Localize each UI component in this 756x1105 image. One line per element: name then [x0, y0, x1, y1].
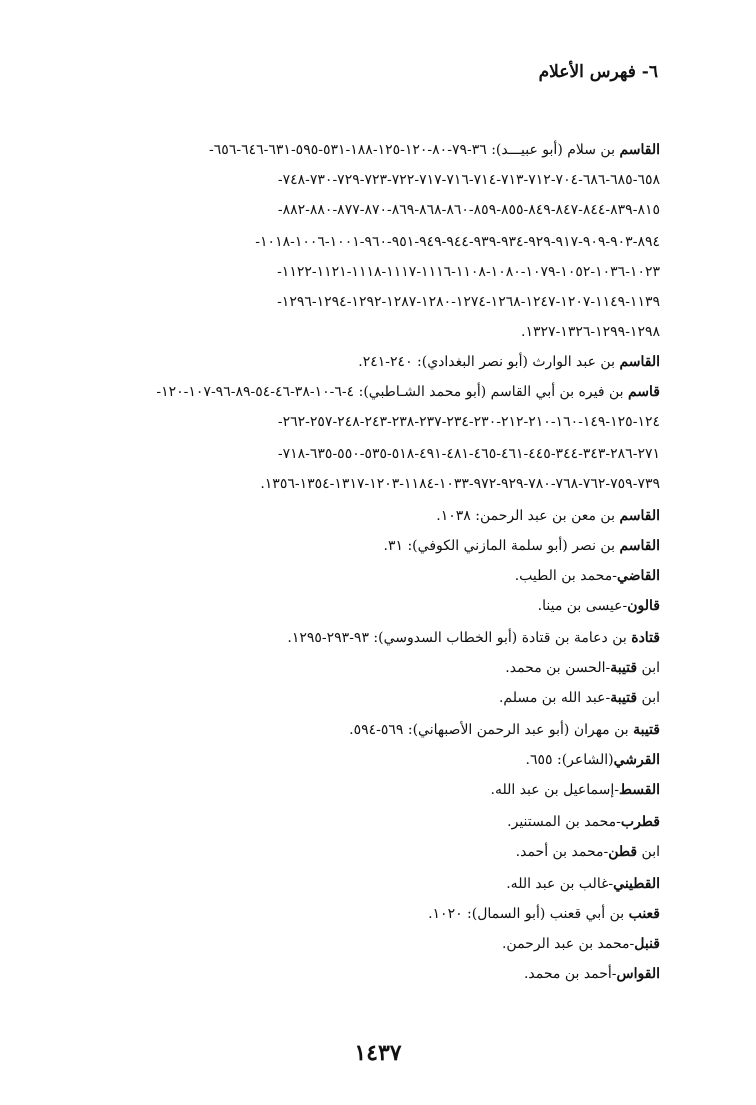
section-title: ٦- فهرس الأعلام — [538, 62, 658, 82]
index-entry-line — [278, 412, 660, 432]
entry-name: القاسم — [619, 142, 660, 158]
entry-text: ١٠٢٣-١٠٣٦-١٠٥٢-١٠٧٩-١٠٨٠-١١٠٨-١١١٦-١١١٧-١١١٨-١١٢١-١١٢٢- — [277, 264, 660, 280]
index-entry-line — [287, 628, 660, 648]
entry-text: -محمد بن أحمد. — [515, 844, 609, 860]
index-entry-line — [384, 536, 660, 556]
index-entry-line — [436, 506, 660, 526]
entry-name: القواس — [616, 966, 660, 982]
index-entry-line — [278, 444, 660, 464]
entry-text: بن معن بن عبد الرحمن: ١٠٣٨. — [436, 508, 620, 524]
entry-name: قالون — [627, 598, 660, 614]
index-entry-line — [507, 812, 660, 832]
entry-text: ٢٧١-٢٨٦-٣٤٣-٣٤٤-٤٤٥-٤٦١-٤٦٥-٤٨١-٤٩١-٥١٨-٥٣٥-٥٥٠-٦٣٥-٧١٨- — [277, 446, 660, 462]
entry-name: قتيبة — [610, 660, 638, 676]
entry-text: (الشاعر): ٦٥٥. — [525, 752, 614, 768]
index-entry-line — [526, 750, 660, 770]
entry-name: قتادة — [631, 630, 660, 646]
entry-prefix: ابن — [637, 844, 660, 860]
entry-text: بن فيره بن أبي القاسم (أبو محمد الشـاطبي): ٤-٦-١٠-٣٨-٤٦-٥٤-٨٩-٩٦-١٠٧-١٢٠- — [156, 384, 628, 400]
entry-name: قاسم — [627, 384, 660, 400]
entry-text: بن مهران (أبو عبد الرحمن الأصبهاني): ٥٦٩-٥٩٤. — [349, 722, 634, 738]
index-entry-line — [277, 262, 660, 282]
entry-prefix: ابن — [637, 690, 660, 706]
index-entry-line — [156, 382, 660, 402]
index-entry-line — [278, 170, 660, 190]
index-entry-line — [349, 720, 660, 740]
entry-text: بن أبي قعنب (أبو السمال): ١٠٢٠. — [428, 906, 629, 922]
entry-text: ١١٣٩-١١٤٩-١٢٠٧-١٢٤٧-١٢٦٨-١٢٧٤-١٢٨٠-١٢٨٧-١٢٩٢-١٢٩٤-١٢٩٦- — [277, 294, 660, 310]
entry-name: قعنب — [628, 906, 660, 922]
index-entry-line — [491, 780, 660, 800]
entry-name: القطيني — [613, 876, 660, 892]
entry-prefix: ابن — [637, 660, 660, 676]
entry-text: -غالب بن عبد الله. — [506, 876, 614, 892]
entry-name: القسط — [618, 782, 660, 798]
index-entry-line — [538, 596, 660, 616]
page-number: ١٤٣٧ — [354, 1040, 402, 1066]
entry-name: القرشي — [613, 752, 660, 768]
entry-name: القاسم — [619, 508, 660, 524]
index-entry-line — [524, 964, 660, 984]
entry-name: قطن — [608, 844, 638, 860]
index-entry-line — [506, 874, 660, 894]
entry-text: -عبد الله بن مسلم. — [498, 690, 611, 706]
index-entry-line — [499, 688, 660, 708]
index-entry-line — [358, 352, 660, 372]
entry-text: -إسماعيل بن عبد الله. — [490, 782, 619, 798]
entry-text: بن نصر (أبو سلمة المازني الكوفي): ٣١. — [383, 538, 620, 554]
index-entry-line — [255, 232, 660, 252]
index-entry-line — [277, 292, 660, 312]
index-entry-line — [515, 566, 660, 586]
entry-name: القاسم — [619, 354, 660, 370]
entry-text: ١٢٤-١٢٥-١٤٩-١٦٠-٢١٠-٢١٢-٢٣٠-٢٣٤-٢٣٧-٢٣٨-٢٤٣-٢٤٨-٢٥٧-٢٦٢- — [277, 414, 660, 430]
entry-text: بن دعامة بن قتادة (أبو الخطاب السدوسي): ٩٣-٢٩٣-١٢٩٥. — [287, 630, 632, 646]
entry-text: ٦٥٨-٦٨٥-٦٨٦-٧٠٤-٧١٢-٧١٣-٧١٤-٧١٦-٧١٧-٧٢٢-٧٢٣-٧٢٩-٧٣٠-٧٤٨- — [277, 172, 660, 188]
index-entry-line — [428, 904, 660, 924]
entry-text: -عيسى بن مينا. — [537, 598, 628, 614]
index-entry-line — [502, 934, 660, 954]
entry-text: -محمد بن عبد الرحمن. — [501, 936, 635, 952]
entry-name: قنبل — [634, 936, 660, 952]
entry-text: ٨١٥-٨٣٩-٨٤٤-٨٤٧-٨٤٩-٨٥٥-٨٥٩-٨٦٠-٨٦٨-٨٦٩-٨٧٠-٨٧٧-٨٨٠-٨٨٢- — [277, 202, 660, 218]
index-entry-line — [209, 140, 660, 160]
entry-name: قتيبة — [610, 690, 638, 706]
index-entry-line — [278, 200, 660, 220]
entry-text: -أحمد بن محمد. — [523, 966, 617, 982]
entry-text: -محمد بن المستنير. — [507, 814, 621, 830]
index-entry-line — [260, 474, 660, 494]
entry-text: -الحسن بن محمد. — [505, 660, 611, 676]
entry-text: ٧٣٩-٧٥٩-٧٦٢-٧٦٨-٧٨٠-٩٢٩-٩٧٢-١٠٣٣-١١٨٤-١٢٠٣-١٣١٧-١٣٥٤-١٣٥٦. — [260, 476, 660, 492]
entry-text: ١٢٩٨-١٢٩٩-١٣٢٦-١٣٢٧. — [521, 324, 660, 340]
entry-name: قطرب — [620, 814, 660, 830]
index-entry-line — [516, 842, 660, 862]
entry-name: القاسم — [619, 538, 660, 554]
index-entry-line — [521, 322, 660, 342]
index-entry-line — [505, 658, 660, 678]
entry-text: بن سلام (أبو عبيـــد): ٣٦-٧٩-٨٠-١٢٠-١٢٥-١٨٨-٥٣١-٥٩٥-٦٣١-٦٤٦-٦٥٦- — [209, 142, 620, 158]
entry-text: -محمد بن الطيب. — [514, 568, 617, 584]
entry-name: القاضي — [616, 568, 660, 584]
entry-name: قتيبة — [633, 722, 660, 738]
entry-text: ٨٩٤-٩٠٣-٩٠٩-٩١٧-٩٢٩-٩٣٤-٩٣٩-٩٤٤-٩٤٩-٩٥١-٩٦٠-١٠٠١-١٠٠٦-١٠١٨- — [255, 234, 660, 250]
entry-text: بن عبد الوارث (أبو نصر البغدادي): ٢٤٠-٢٤١. — [358, 354, 620, 370]
